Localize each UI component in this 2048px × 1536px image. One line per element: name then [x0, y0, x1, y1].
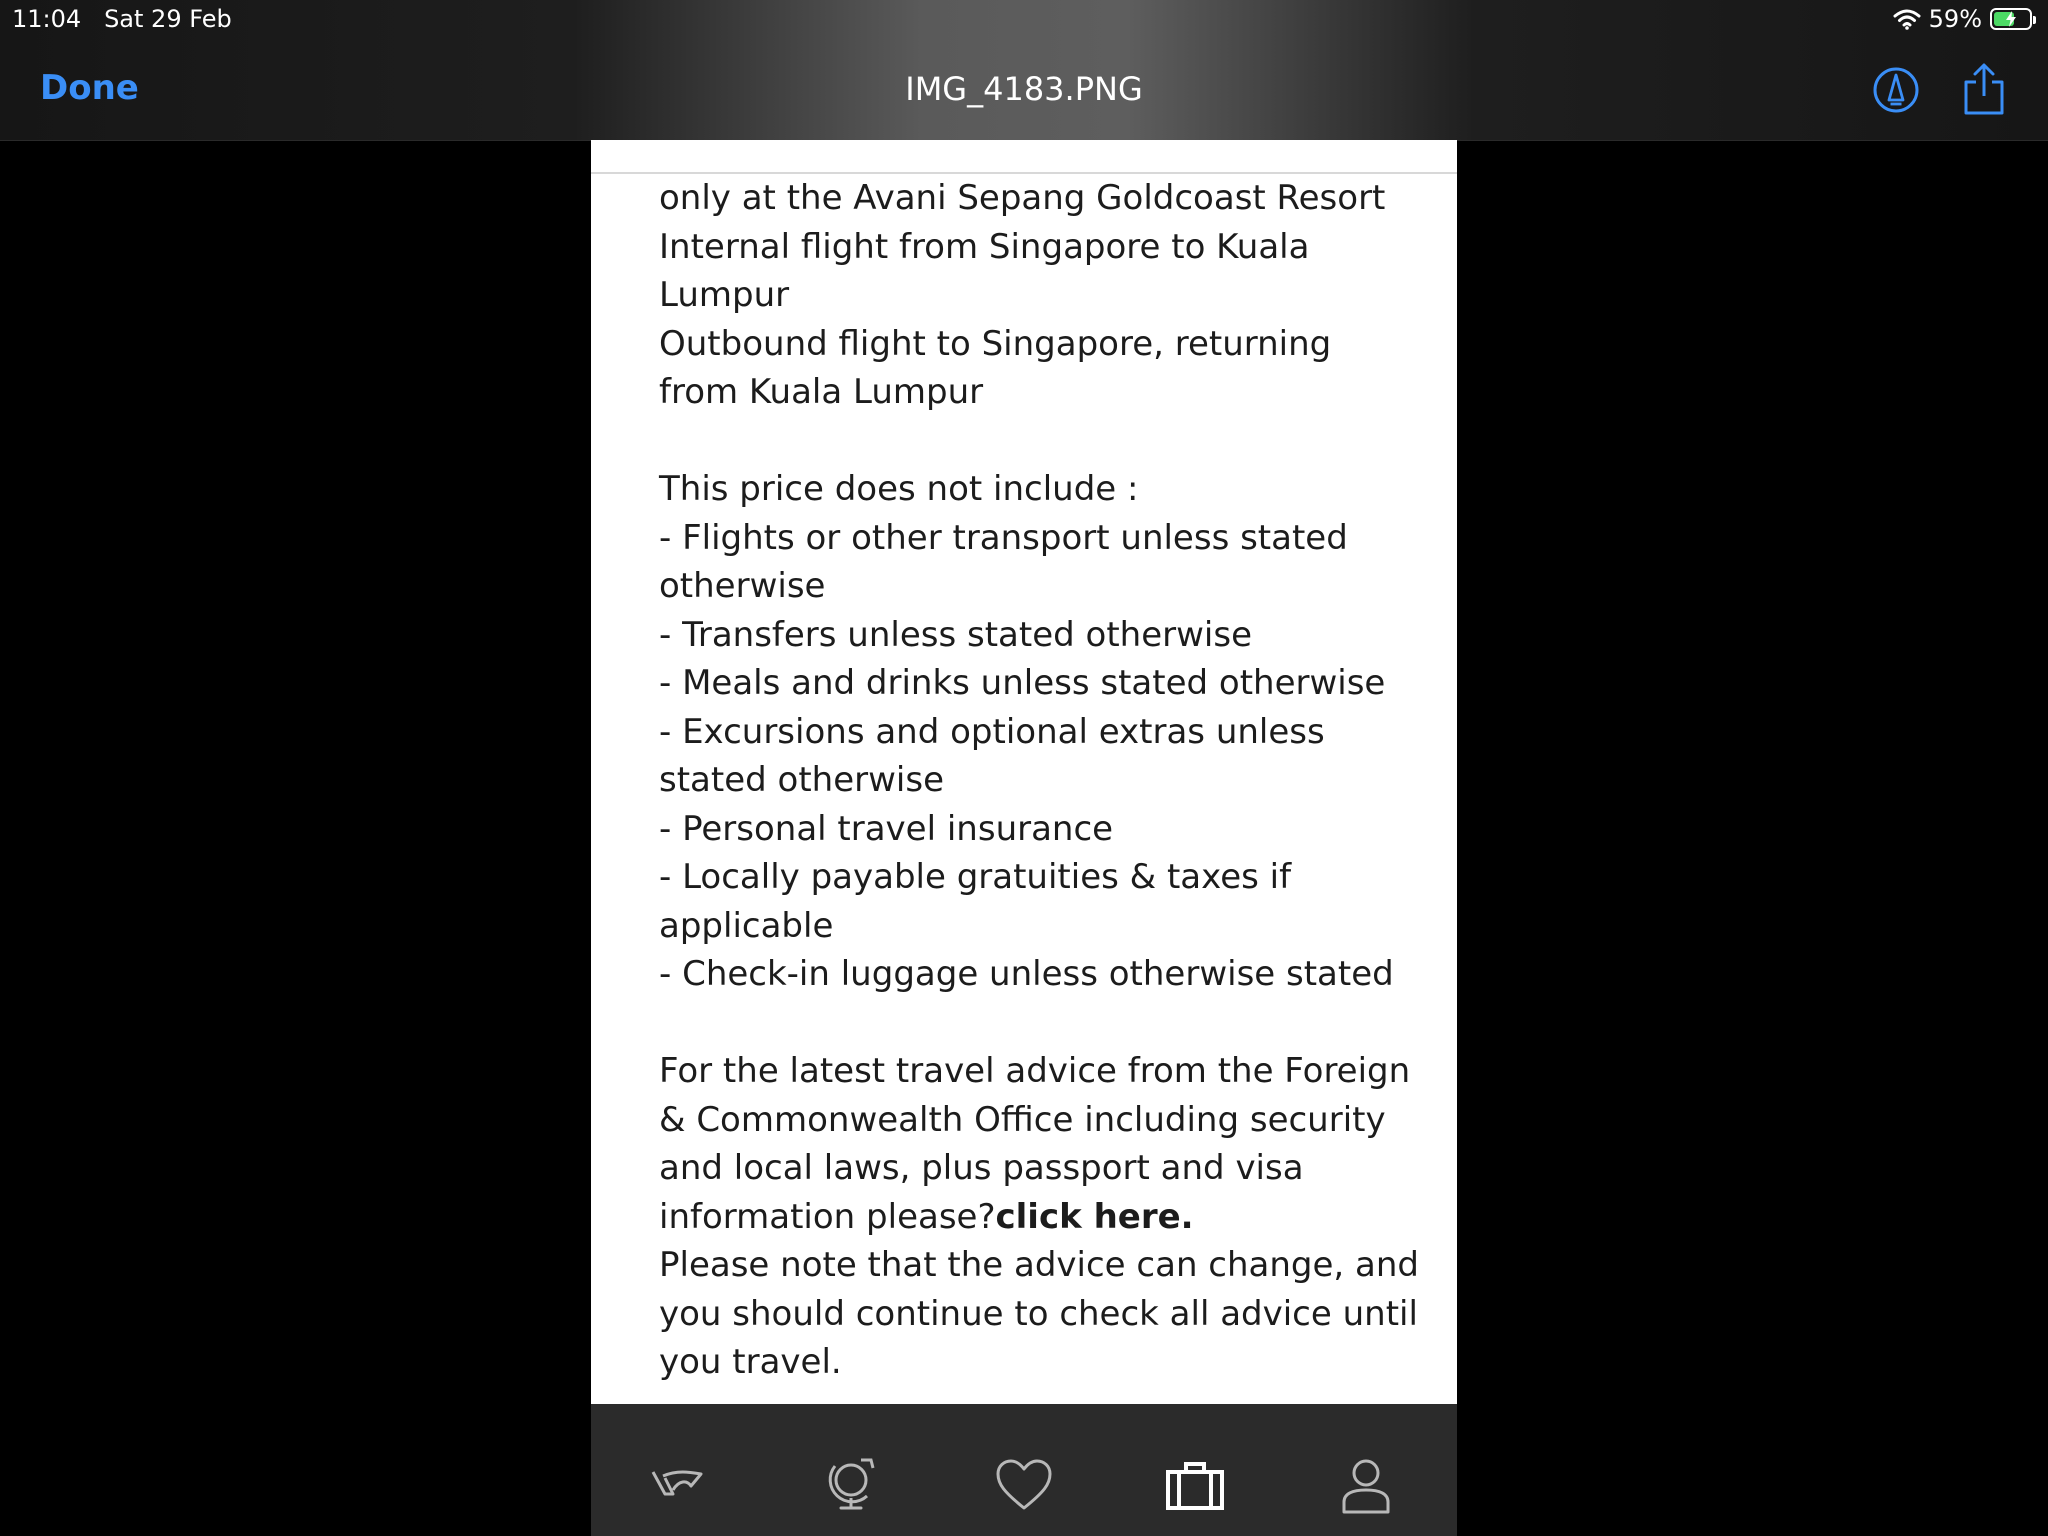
status-date: Sat 29 Feb [104, 5, 232, 33]
wifi-icon [1893, 8, 1921, 30]
included-item: Outbound flight to Singapore, returning from Kuala Lumpur [659, 323, 1332, 412]
exclusion-item: - Meals and drinks unless stated otherwise [659, 663, 1386, 703]
included-items [659, 174, 1419, 417]
markup-pen-icon[interactable] [1872, 66, 1920, 114]
battery-percentage: 59% [1928, 5, 1982, 33]
exclusion-item: - Flights or other transport unless stated otherwise [659, 517, 1348, 606]
advice-note: Please note that the advice can change, and you should continue to check all advice until you travel. [659, 1245, 1420, 1382]
image-preview [591, 140, 1457, 1404]
exclusion-item: - Excursions and optional extras unless stated otherwise [659, 711, 1325, 800]
top-bar [0, 0, 2048, 141]
battery-charging-icon [1990, 8, 2032, 30]
tab-bar [591, 1404, 1457, 1536]
status-time-date [12, 5, 232, 33]
exclusion-item: - Transfers unless stated otherwise [659, 614, 1252, 655]
file-title: IMG_4183.PNG [905, 70, 1143, 108]
heart-icon [994, 1456, 1054, 1516]
advice-text: For the latest travel advice from the Foreign & Commonwealth Office including security and local laws, plus passport and visa information please? [659, 1051, 1411, 1237]
exclusion-item: - Check-in luggage unless otherwise stated [659, 954, 1394, 994]
included-item: only at the Avani Sepang Goldcoast Resort [659, 178, 1386, 218]
exclusions-heading: This price does not include : [659, 469, 1139, 509]
exclusion-item: - Personal travel insurance [659, 808, 1114, 849]
charging-bolt-icon [2004, 11, 2018, 27]
profile-icon [1336, 1456, 1396, 1516]
included-item: Internal flight from Singapore to Kuala Lumpur [659, 226, 1310, 315]
advice-link: click here. [995, 1196, 1194, 1237]
travel-advice [659, 1047, 1419, 1241]
status-time: 11:04 [12, 5, 82, 33]
spacer [659, 999, 1419, 1048]
share-icon[interactable] [1962, 62, 2006, 116]
exclusions-list [659, 514, 1419, 999]
suitcase-icon [1165, 1456, 1225, 1516]
status-indicators [1893, 5, 2032, 33]
logo-tab-icon [649, 1456, 709, 1516]
globe-icon [823, 1456, 883, 1516]
spacer [659, 417, 1419, 466]
exclusion-item: - Locally payable gratuities & taxes if applicable [659, 857, 1292, 946]
done-button[interactable]: Done [40, 68, 139, 108]
trip-details-text [659, 174, 1419, 1387]
